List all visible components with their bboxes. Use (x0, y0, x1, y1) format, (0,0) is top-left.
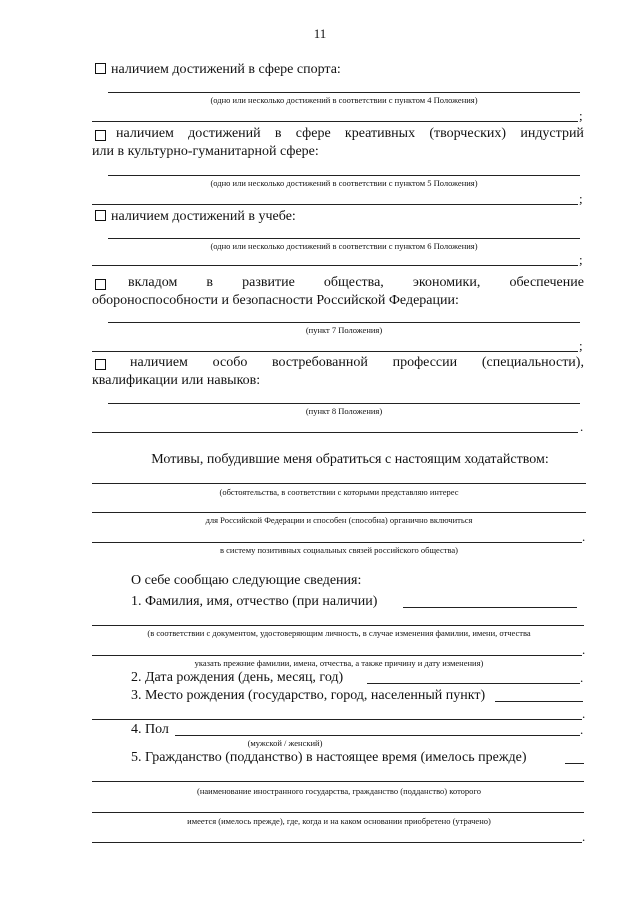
creative-label-word: наличием (116, 126, 174, 141)
sport-semicolon: ; (579, 108, 583, 123)
society-label-word: вкладом (128, 275, 178, 290)
society-semicolon: ; (579, 338, 583, 353)
birth-date-field[interactable] (367, 683, 580, 684)
full-name-caption-2: указать прежние фамилии, имена, отчества, а также причину и дату изменения) (194, 658, 484, 668)
motives-caption-1: (обстоятельства, в соответствии с которыми представляю интерес (219, 487, 459, 497)
creative-label-word: индустрий (520, 126, 584, 141)
profession-period: . (580, 419, 584, 434)
creative-input-line-1[interactable] (108, 175, 580, 176)
sport-input-line-1[interactable] (108, 92, 580, 93)
society-label-word: в (206, 275, 214, 290)
sport-checkbox[interactable] (95, 63, 106, 74)
society-label-word: обеспечение (509, 275, 584, 290)
birth-place-field-line-2[interactable] (92, 719, 582, 720)
study-input-line-2[interactable] (92, 265, 578, 266)
study-label: наличием достижений в учебе: (111, 209, 296, 224)
citizenship-field-line-4[interactable] (92, 842, 582, 843)
profession-caption: (пункт 8 Положения) (305, 406, 383, 416)
profession-label-line-1 (130, 355, 584, 371)
motives-caption-3: в систему позитивных социальных связей российского общества) (219, 545, 459, 555)
birth-place-period: . (582, 706, 586, 721)
profession-label-word: наличием (130, 355, 188, 370)
birth-date-label: 2. Дата рождения (день, месяц, год) (131, 670, 344, 685)
society-checkbox[interactable] (95, 279, 106, 290)
creative-label-word: в (274, 126, 282, 141)
creative-label-word: креативных (344, 126, 416, 141)
society-label-line-1 (128, 275, 584, 291)
full-name-label: 1. Фамилия, имя, отчество (при наличии) (131, 594, 378, 609)
creative-caption: (одно или несколько достижений в соответствии с пунктом 5 Положения) (210, 178, 478, 188)
motives-input-line-1[interactable] (92, 483, 586, 484)
citizenship-field-line-2[interactable] (92, 781, 584, 782)
creative-label-word: достижений (188, 126, 261, 141)
sport-label: наличием достижений в сфере спорта: (111, 62, 341, 77)
full-name-field[interactable] (403, 607, 577, 608)
citizenship-field-line-3[interactable] (92, 812, 584, 813)
profession-label-word: профессии (392, 355, 458, 370)
study-achievements-option (95, 209, 296, 225)
profession-label-word: особо (212, 355, 248, 370)
society-input-line-2[interactable] (92, 351, 578, 352)
motives-period: . (582, 529, 586, 544)
info-heading: О себе сообщаю следующие сведения: (131, 573, 362, 588)
study-semicolon: ; (579, 252, 583, 267)
full-name-period: . (582, 642, 586, 657)
study-checkbox[interactable] (95, 210, 106, 221)
citizenship-caption-2: имеется (имелось прежде), где, когда и на каком основании приобретено (утрачено) (187, 816, 491, 826)
citizenship-period: . (582, 829, 586, 844)
motives-title: Мотивы, побудившие меня обратиться с настоящим ходатайством: (151, 452, 549, 467)
motives-input-line-2[interactable] (92, 512, 586, 513)
society-label-word: общества, (323, 275, 384, 290)
profession-checkbox[interactable] (95, 359, 106, 370)
creative-label-line-1 (116, 126, 584, 142)
sex-caption: (мужской / женский) (247, 738, 323, 748)
society-label-word: развитие (242, 275, 295, 290)
creative-checkbox[interactable] (95, 130, 106, 141)
profession-input-line-2[interactable] (92, 432, 578, 433)
citizenship-label: 5. Гражданство (подданство) в настоящее время (имелось прежде) (131, 750, 527, 765)
sex-label: 4. Пол (131, 722, 169, 737)
full-name-caption-1: (в соответствии с документом, удостоверяющим личность, в случае изменения фамилии, имени, отчества (147, 628, 531, 638)
birth-date-period: . (580, 670, 584, 685)
society-input-line-1[interactable] (108, 322, 580, 323)
creative-semicolon: ; (579, 191, 583, 206)
society-label-word: экономики, (412, 275, 481, 290)
page-number: 11 (313, 26, 327, 41)
citizenship-field[interactable] (565, 763, 584, 764)
society-caption: (пункт 7 Положения) (305, 325, 383, 335)
motives-input-line-3[interactable] (92, 542, 582, 543)
sport-caption: (одно или несколько достижений в соответствии с пунктом 4 Положения) (210, 95, 478, 105)
study-input-line-1[interactable] (108, 238, 580, 239)
citizenship-caption-1: (наименование иностранного государства, гражданство (подданство) которого (197, 786, 481, 796)
sex-field[interactable] (175, 735, 580, 736)
motives-caption-2: для Российской Федерации и способен (способна) органично включиться (205, 515, 473, 525)
sport-achievements-option (95, 62, 341, 78)
study-caption: (одно или несколько достижений в соответствии с пунктом 6 Положения) (210, 241, 478, 251)
full-name-field-line-3[interactable] (92, 655, 582, 656)
profession-label-word: востребованной (272, 355, 368, 370)
profession-label-word: (специальности), (481, 355, 584, 370)
creative-label-word: (творческих) (429, 126, 507, 141)
full-name-field-line-2[interactable] (92, 625, 584, 626)
sex-period: . (580, 722, 584, 737)
profession-input-line-1[interactable] (108, 403, 580, 404)
birth-place-field[interactable] (495, 701, 583, 702)
creative-label-line-2: или в культурно-гуманитарной сфере: (92, 144, 319, 159)
society-label-line-2: обороноспособности и безопасности Российской Федерации: (92, 293, 459, 308)
profession-label-line-2: квалификации или навыков: (92, 373, 261, 388)
birth-place-label: 3. Место рождения (государство, город, населенный пункт) (131, 688, 486, 703)
sport-input-line-2[interactable] (92, 121, 578, 122)
creative-input-line-2[interactable] (92, 204, 578, 205)
creative-label-word: сфере (295, 126, 331, 141)
